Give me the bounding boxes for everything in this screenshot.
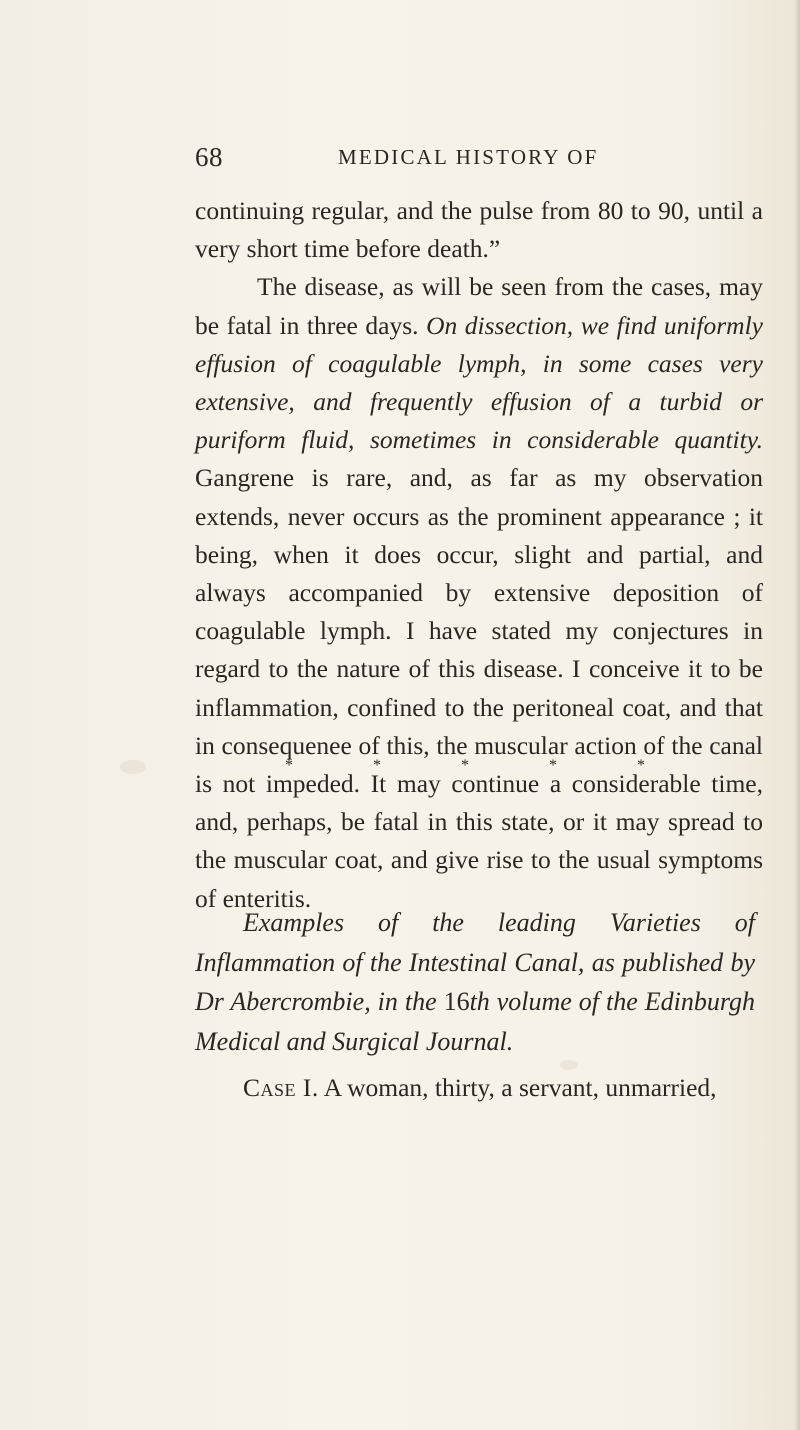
paper-stain [120, 760, 146, 774]
page-number: 68 [195, 142, 223, 172]
paragraph-disease [195, 268, 763, 917]
case-label: Case I. [243, 1073, 319, 1102]
volume-number: 16 [443, 987, 470, 1016]
case-line [243, 1073, 717, 1103]
section-break-asterisks [285, 757, 645, 775]
paragraph-disease-start: The disease, as will be seen from the cases, may be fatal in three days. [195, 272, 763, 340]
asterisk: * [461, 757, 469, 774]
examples-heading [195, 903, 755, 1061]
asterisk: * [373, 757, 381, 774]
page-edge-shadow [794, 0, 800, 1430]
case-text: A woman, thirty, a servant, unmarried, [318, 1073, 717, 1102]
paragraph-continuation: continuing regular, and the pulse from 80 to 90, until a very short time before death.” [195, 196, 763, 264]
paragraph-disease-end: Gangrene is rare, and, as far as my observation extends, never occurs as the prominent appearance ; it being, when it does occur, slight and partial, and always accompanied by extensive deposition of coagulable lymph. I have stated my conjectures in regard to the nature of this disease. I conceive it to be inflammation, confined to the peritoneal coat, and that in consequenee of this, the muscular action of the canal is not impeded. It may continue a considerable time, and, perhaps, be fatal in this state, or it may spread to the muscular coat, and give rise to the usual symptoms of enteritis. [195, 463, 763, 913]
asterisk: * [637, 757, 645, 774]
dissection-findings: On dissection, we find uniformly effusion of coagulable lymph, in some cases very extensive, and frequently effusion of a turbid or puriform fluid, sometimes in considerable quantity. [195, 310, 763, 455]
paper-stain [560, 1060, 578, 1070]
running-head: MEDICAL HISTORY OF [338, 145, 599, 169]
asterisk: * [549, 757, 557, 774]
page-header [195, 142, 755, 178]
examples-heading-part1: Examples of the leading Varieties of Inflammation of the Intestinal Canal, as published by Dr Abercrombie, in the [195, 908, 755, 1016]
examples-heading-part2: th volume of the Edinburgh Medical and Surgical Journal. [195, 987, 755, 1056]
asterisk: * [285, 757, 293, 774]
body-text [195, 192, 763, 918]
